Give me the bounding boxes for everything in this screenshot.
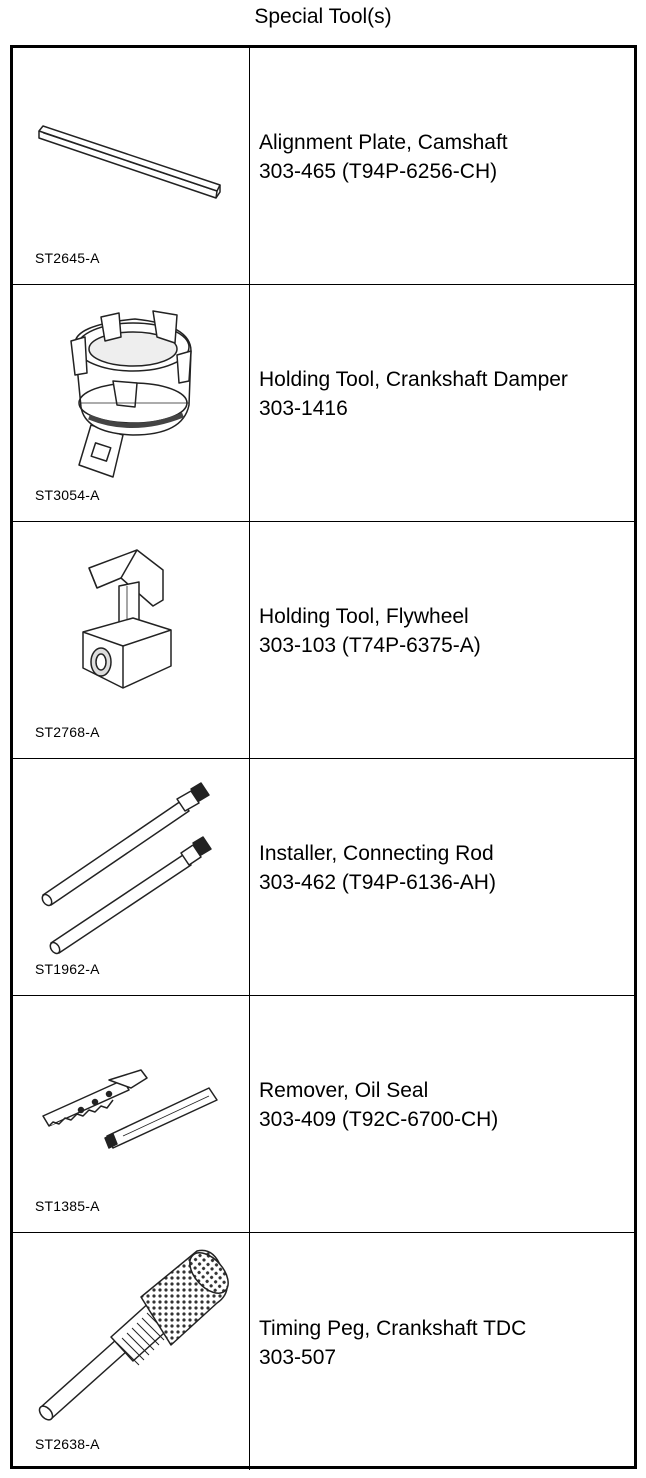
table-row: [13, 522, 634, 759]
tool-code: ST3054-A: [35, 487, 100, 503]
tool-code: ST2638-A: [35, 1436, 100, 1452]
tool-image-cell: [13, 285, 250, 521]
tool-code: ST1962-A: [35, 961, 100, 977]
tool-number: 303-103 (T74P-6375-A): [259, 634, 481, 657]
tool-description: [259, 48, 508, 284]
timing-peg-icon: [13, 1233, 250, 1470]
tool-name: Remover, Oil Seal: [259, 1079, 429, 1102]
tool-description: [259, 522, 481, 758]
tool-description: [259, 996, 498, 1232]
table-row: [13, 48, 634, 285]
tool-number: 303-507: [259, 1345, 337, 1369]
tool-number: 303-462 (T94P-6136-AH): [259, 871, 496, 894]
tool-description: [259, 285, 568, 521]
table-row: [13, 996, 634, 1233]
tool-code: ST2768-A: [35, 724, 100, 740]
tool-image-cell: [13, 522, 250, 758]
page-title: Special Tool(s): [254, 5, 392, 28]
tool-name: Timing Peg, Crankshaft TDC: [259, 1316, 527, 1340]
tool-number: 303-1416: [259, 397, 348, 420]
table-row: [13, 1233, 634, 1470]
tool-number: 303-465 (T94P-6256-CH): [259, 160, 498, 183]
tool-name: Alignment Plate, Camshaft: [259, 131, 508, 154]
table-row: [13, 759, 634, 996]
tool-description: [259, 1233, 526, 1470]
table-row: [13, 285, 634, 522]
tool-name: Holding Tool, Crankshaft Damper: [259, 368, 568, 391]
tool-description: [259, 759, 496, 995]
tool-code: ST1385-A: [35, 1198, 100, 1214]
tool-code: ST2645-A: [35, 250, 100, 266]
tool-name: Holding Tool, Flywheel: [259, 605, 469, 628]
special-tools-table: [10, 45, 637, 1469]
tool-image-cell: [13, 996, 250, 1232]
tool-image-cell: [13, 759, 250, 995]
tool-image-cell: [13, 48, 250, 284]
tool-number: 303-409 (T92C-6700-CH): [259, 1108, 499, 1131]
tool-name: Installer, Connecting Rod: [259, 842, 494, 865]
tool-image-cell: [13, 1233, 250, 1470]
